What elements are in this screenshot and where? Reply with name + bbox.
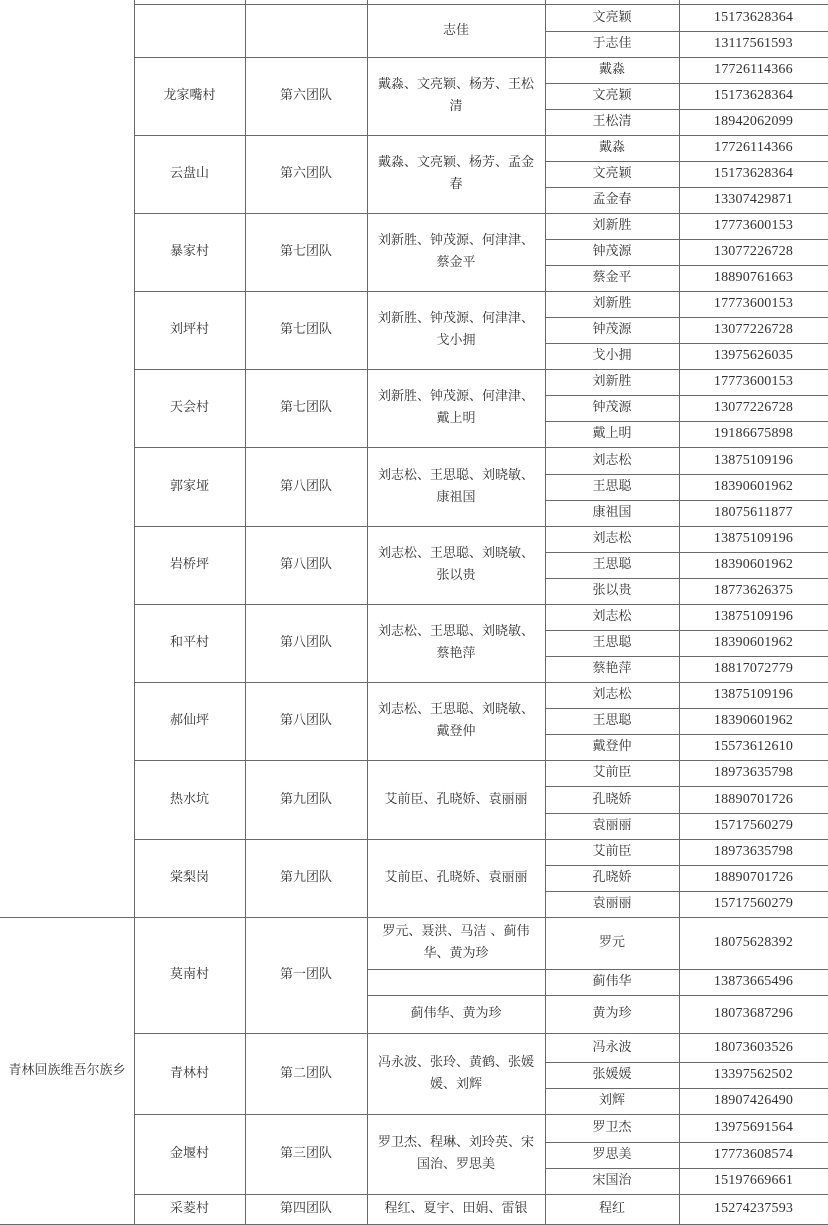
team-name: 第三团队 <box>279 1146 332 1161</box>
team-members: 艾前臣、孔晓娇、袁丽丽 <box>384 870 528 885</box>
village-name: 暴家村 <box>169 244 209 259</box>
team-name: 第六团队 <box>279 166 332 181</box>
contact-phone: 15717560279 <box>713 818 794 833</box>
contact-name: 蔡艳萍 <box>592 661 632 676</box>
contact-name: 戴淼 <box>598 140 625 155</box>
row-border <box>545 865 828 866</box>
team-name: 第四团队 <box>279 1201 332 1216</box>
row-border <box>545 474 828 475</box>
contact-phone: 18942062099 <box>713 114 794 129</box>
row-border <box>545 578 828 579</box>
contact-name: 刘辉 <box>598 1093 625 1108</box>
contact-name: 袁丽丽 <box>592 818 632 833</box>
contact-phone: 15274237593 <box>713 1201 794 1216</box>
team-name: 第八团队 <box>279 713 332 728</box>
team-name: 第二团队 <box>279 1065 332 1081</box>
contact-phone: 18890701726 <box>713 870 794 885</box>
row-border <box>134 4 828 5</box>
contact-phone: 13875109196 <box>713 531 794 546</box>
village-name: 岩桥坪 <box>169 557 209 572</box>
contact-phone: 13875109196 <box>713 452 794 468</box>
contact-phone: 17773600153 <box>713 296 794 311</box>
row-border <box>545 552 828 553</box>
village-name: 热水坑 <box>169 791 209 807</box>
contact-phone: 18890701726 <box>713 791 794 807</box>
row-border <box>545 317 828 318</box>
contact-name: 蓟伟华 <box>592 974 632 989</box>
contact-phone: 15173628364 <box>713 9 794 25</box>
contact-name: 孔晓娇 <box>592 870 632 885</box>
contact-phone: 15573612610 <box>713 739 794 754</box>
contact-phone: 17773600153 <box>713 374 794 389</box>
team-name: 第八团队 <box>279 478 332 494</box>
team-name: 第九团队 <box>279 870 332 885</box>
row-border <box>545 1168 828 1169</box>
contact-phone: 15173628364 <box>713 88 794 103</box>
village-name: 棠梨岗 <box>169 870 209 885</box>
team-name: 第八团队 <box>279 635 332 650</box>
team-members: 刘志松、王思聪、刘晓敏、蔡艳萍 <box>377 624 534 661</box>
contact-name: 张以贵 <box>592 583 632 598</box>
village-name: 郭家垭 <box>169 478 209 494</box>
contact-phone: 18817072779 <box>713 661 794 676</box>
contact-name: 刘新胜 <box>592 218 632 233</box>
contact-phone: 18073687296 <box>713 1006 794 1021</box>
contact-name: 刘新胜 <box>592 296 632 311</box>
contact-name: 黄为珍 <box>592 1006 632 1021</box>
contact-phone: 18773626375 <box>713 583 794 598</box>
team-members: 蓟伟华、黄为珍 <box>410 1006 502 1021</box>
contact-phone: 15717560279 <box>713 896 794 911</box>
contact-name: 艾前臣 <box>592 765 632 780</box>
contact-name: 康祖国 <box>592 505 632 520</box>
team-name: 第九团队 <box>279 791 332 807</box>
contact-phone: 13875109196 <box>713 687 794 702</box>
village-name: 和平村 <box>169 635 209 650</box>
contact-name: 罗卫杰 <box>592 1120 632 1135</box>
contact-phone: 13077226728 <box>713 244 794 259</box>
contact-name: 冯永波 <box>592 1039 632 1055</box>
row-border <box>545 83 828 84</box>
row-border <box>545 395 828 396</box>
contact-phone: 13077226728 <box>713 400 794 415</box>
team-members: 志佳 <box>442 22 469 38</box>
contact-phone: 13077226728 <box>713 322 794 337</box>
team-members: 刘志松、王思聪、刘晓敏、张以贵 <box>377 546 534 583</box>
contact-name: 刘志松 <box>592 687 632 702</box>
contact-name: 于志佳 <box>592 36 632 51</box>
contact-name: 孔晓娇 <box>592 791 632 807</box>
row-border <box>545 786 828 787</box>
row-border <box>545 891 828 892</box>
row-border <box>545 187 828 188</box>
contact-phone: 18890761663 <box>713 270 794 285</box>
row-border <box>545 343 828 344</box>
row-border <box>545 421 828 422</box>
team-members: 艾前臣、孔晓娇、袁丽丽 <box>384 791 528 807</box>
team-members: 冯永波、张玲、黄鹤、张媛媛、刘辉 <box>377 1054 534 1092</box>
team-name: 第七团队 <box>279 244 332 259</box>
contact-name: 罗思美 <box>592 1147 632 1162</box>
village-name: 采菱村 <box>169 1201 209 1216</box>
contact-phone: 18075628392 <box>713 935 794 950</box>
row-border <box>545 813 828 814</box>
contact-phone: 13397562502 <box>713 1067 794 1082</box>
contact-phone: 18075611877 <box>714 505 793 520</box>
village-name <box>134 4 245 57</box>
contact-name: 孟金春 <box>592 192 632 207</box>
row-border <box>545 500 828 501</box>
contact-name: 戈小拥 <box>592 348 632 363</box>
row-border <box>545 734 828 735</box>
contact-phone: 18073603526 <box>713 1039 794 1055</box>
team-name: 第七团队 <box>279 322 332 337</box>
contact-name: 戴上明 <box>592 426 632 441</box>
village-name: 天会村 <box>169 400 209 415</box>
team-name: 第八团队 <box>279 557 332 572</box>
row-border <box>545 161 828 162</box>
contact-name: 艾前臣 <box>592 844 632 859</box>
village-name: 郝仙坪 <box>169 713 209 728</box>
contact-name: 王松清 <box>592 114 632 129</box>
contact-name: 戴淼 <box>598 62 625 77</box>
team-members <box>367 969 545 995</box>
contact-name: 刘志松 <box>592 531 632 546</box>
contact-name: 王思聪 <box>592 713 632 728</box>
contact-phone: 17726114366 <box>714 62 793 77</box>
village-name: 青林村 <box>169 1065 209 1081</box>
team-members: 戴淼、文亮颖、杨芳、王松清 <box>377 77 534 114</box>
team-name: 第七团队 <box>279 400 332 415</box>
contact-name: 文亮颖 <box>592 166 632 181</box>
contact-name: 蔡金平 <box>592 270 632 285</box>
contact-phone: 18390601962 <box>713 557 794 572</box>
row-border <box>545 969 828 970</box>
row-border <box>545 239 828 240</box>
row-border <box>545 1142 828 1143</box>
village-name: 金堰村 <box>169 1146 209 1161</box>
contact-name: 袁丽丽 <box>592 896 632 911</box>
team-members: 刘新胜、钟茂源、何津津、戈小拥 <box>377 311 534 348</box>
contact-name: 王思聪 <box>592 479 632 494</box>
contact-phone: 15173628364 <box>713 166 794 181</box>
team-members: 罗元、聂洪、马洁 、蓟伟华、黄为珍 <box>382 924 530 961</box>
row-border <box>367 969 545 970</box>
township-name: 青林回族维吾尔族乡 <box>8 1062 126 1078</box>
team-members: 罗卫杰、程琳、刘玲英、宋国治、罗思美 <box>377 1135 534 1172</box>
contact-phone: 18390601962 <box>713 479 794 494</box>
contact-name: 刘新胜 <box>592 374 632 389</box>
contact-name: 钟茂源 <box>592 244 632 259</box>
township-name <box>0 4 134 917</box>
contact-phone: 13875109196 <box>713 609 794 624</box>
contact-phone: 17773600153 <box>713 218 794 233</box>
contact-name: 刘志松 <box>592 452 632 468</box>
village-name: 云盘山 <box>169 166 209 181</box>
contact-name: 刘志松 <box>592 609 632 624</box>
contact-name: 文亮颖 <box>592 88 632 103</box>
row-border <box>545 1062 828 1063</box>
row-border <box>545 630 828 631</box>
contact-name: 罗元 <box>598 935 625 950</box>
contact-name: 戴登仲 <box>592 739 632 754</box>
team-members: 刘新胜、钟茂源、何津津、蔡金平 <box>377 233 534 270</box>
team-name: 第一团队 <box>279 967 332 982</box>
row-border <box>367 995 545 996</box>
contact-name: 文亮颖 <box>592 9 632 25</box>
contact-phone: 19186675898 <box>713 426 794 441</box>
contact-name: 钟茂源 <box>592 400 632 415</box>
row-border <box>545 708 828 709</box>
contact-phone: 17726114366 <box>714 140 793 155</box>
contact-name: 钟茂源 <box>592 322 632 337</box>
contact-phone: 17773608574 <box>713 1147 794 1162</box>
contact-phone: 13307429871 <box>713 192 794 207</box>
village-name: 莫南村 <box>169 967 209 982</box>
row-border <box>545 1088 828 1089</box>
contact-phone: 13975691564 <box>713 1120 794 1135</box>
row-border <box>545 109 828 110</box>
contact-phone: 15197669661 <box>713 1173 794 1188</box>
contact-phone: 18907426490 <box>713 1093 794 1108</box>
team-name <box>245 4 367 57</box>
contact-phone: 13975626035 <box>713 348 794 363</box>
contact-phone: 18390601962 <box>713 713 794 728</box>
team-members: 刘志松、王思聪、刘晓敏、戴登仲 <box>377 702 534 739</box>
row-border <box>545 995 828 996</box>
team-members: 刘志松、王思聪、刘晓敏、康祖国 <box>377 467 534 505</box>
contact-name: 张媛媛 <box>592 1067 632 1082</box>
team-name: 第六团队 <box>279 88 332 103</box>
contact-name: 王思聪 <box>592 557 632 572</box>
row-border <box>545 265 828 266</box>
team-members: 戴淼、文亮颖、杨芳、孟金春 <box>377 155 534 192</box>
contact-phone: 18973635798 <box>713 844 794 859</box>
contact-phone: 13873665496 <box>713 974 794 989</box>
team-members: 刘新胜、钟茂源、何津津、戴上明 <box>377 389 534 426</box>
team-members: 程红、夏宇、田娟、雷银 <box>384 1201 528 1216</box>
contact-phone: 18390601962 <box>713 635 794 650</box>
contact-phone: 13117561593 <box>714 36 793 51</box>
row-border <box>545 656 828 657</box>
contact-phone: 18973635798 <box>713 765 794 780</box>
contact-name: 程红 <box>598 1201 625 1216</box>
contact-name: 宋国治 <box>592 1173 632 1188</box>
contact-name: 王思聪 <box>592 635 632 650</box>
row-border <box>545 31 828 32</box>
village-name: 刘坪村 <box>169 322 209 337</box>
village-name: 龙家嘴村 <box>163 88 216 103</box>
